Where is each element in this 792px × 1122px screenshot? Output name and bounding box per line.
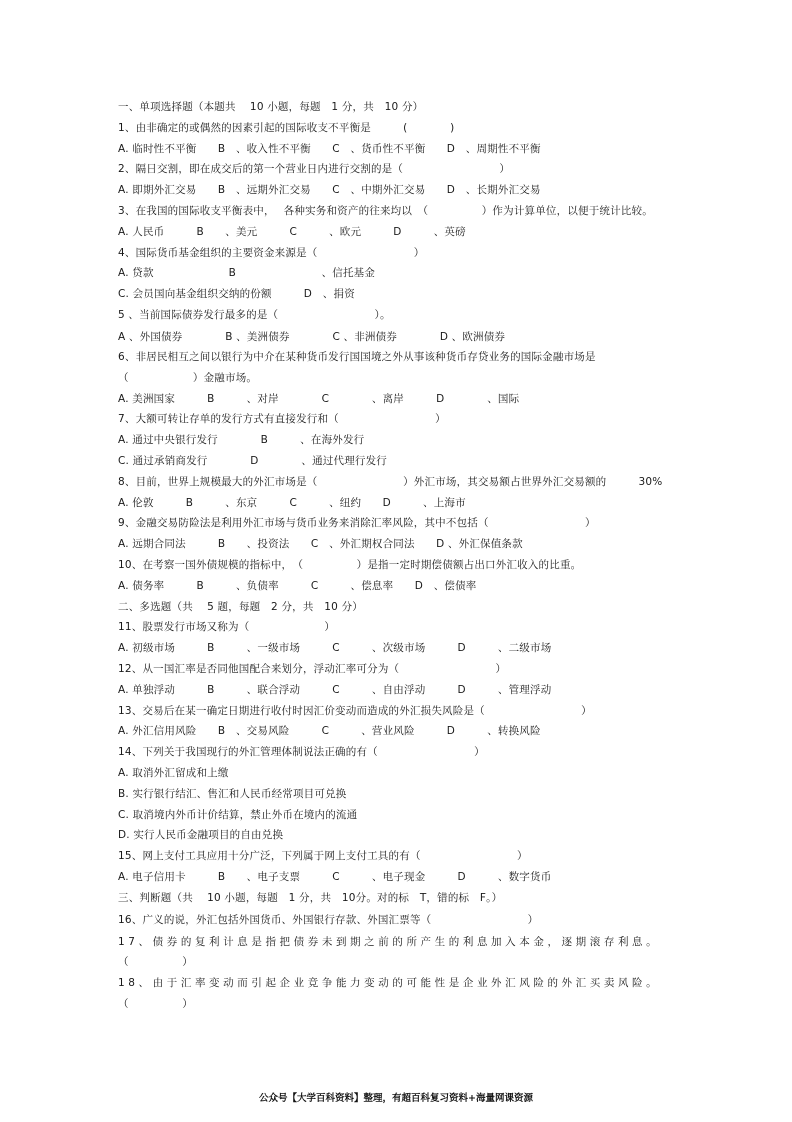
question-12-options: A. 单独浮动 B 、联合浮动 C 、自由浮动 D 、管理浮动 [118, 684, 552, 696]
question-6-stem: 6、非居民相互之间以银行为中介在某种货币发行国国境之外从事该种货币存贷业务的国际金融市场是 [118, 351, 596, 363]
question-2-stem: 2、隔日交割，即在成交后的第一个营业日内进行交割的是（ ） [118, 163, 511, 175]
question-4-options-ab: A. 贷款 B 、信托基金 [118, 267, 376, 279]
question-3-options: A. 人民币 B 、美元 C 、欧元 D 、英磅 [118, 226, 466, 238]
question-6-stem-continued: （ ）金融市场。 [118, 372, 258, 384]
question-3-stem: 3、在我国的国际收支平衡表中， 各种实务和资产的往来均以 （ ）作为计算单位，以便于统计比较。 [118, 205, 653, 217]
question-13-stem: 13、交易后在某一确定日期进行收付时因汇价变动而造成的外汇损失风险是（ ） [118, 705, 592, 717]
question-14-stem: 14、下列关于我国现行的外汇管理体制说法正确的有（ ） [118, 746, 485, 758]
question-8-options: A. 伦敦 B 、东京 C 、纽约 D 、上海市 [118, 497, 466, 509]
question-7-options-ab: A. 通过中央银行发行 B 、在海外发行 [118, 434, 365, 446]
question-12-stem: 12、从一国汇率是否同他国配合来划分，浮动汇率可分为（ ） [118, 663, 507, 675]
question-7-stem: 7、大额可转让存单的发行方式有直接发行和（ ） [118, 413, 446, 425]
question-14-option-d: D. 实行人民币金融项目的自由兑换 [118, 829, 284, 841]
question-18-answer-blank: （ ） [118, 998, 193, 1010]
question-9-options: A. 远期合同法 B 、投资法 C 、外汇期权合同法 D 、外汇保值条款 [118, 538, 523, 550]
question-10-stem: 10、在考察一国外债规模的指标中， （ ）是指一定时期偿债额占出口外汇收入的比重。 [118, 559, 582, 571]
question-17-stem: 17、债券的复利计息是指把债券未到期之前的所产生的利息加入本金，逐期滚存利息。 [118, 936, 661, 948]
question-16-stem: 16、广义的说，外汇包括外国货币、外国银行存款、外国汇票等（ ） [118, 914, 539, 926]
question-11-stem: 11、股票发行市场又称为（ ） [118, 621, 336, 633]
question-14-option-b: B. 实行银行结汇、售汇和人民币经常项目可兑换 [118, 788, 347, 800]
question-11-options: A. 初级市场 B 、一级市场 C 、次级市场 D 、二级市场 [118, 642, 552, 654]
question-14-option-c: C. 取消境内外币计价结算，禁止外币在境内的流通 [118, 809, 358, 821]
question-15-stem: 15、网上支付工具应用十分广泛，下列属于网上支付工具的有（ ） [118, 850, 528, 862]
question-1-options: A. 临时性不平衡 B 、收入性不平衡 C 、货币性不平衡 D 、周期性不平衡 [118, 143, 541, 155]
section-header-multi-choice: 二、多选题（共 5 题，每题 2 分，共 10 分） [118, 601, 363, 613]
question-6-options: A. 美洲国家 B 、对岸 C 、离岸 D 、国际 [118, 393, 520, 405]
question-9-stem: 9、金融交易防险法是利用外汇市场与货币业务来消除汇率风险，其中不包括（ ） [118, 517, 596, 529]
section-header-single-choice: 一、单项选择题（本题共 10 小题，每题 1 分，共 10 分） [118, 101, 424, 113]
question-13-options: A. 外汇信用风险 B 、交易风险 C 、营业风险 D 、转换风险 [118, 725, 541, 737]
question-4-options-cd: C. 会员国向基金组织交纳的份额 D 、捐资 [118, 288, 355, 300]
question-17-answer-blank: （ ） [118, 956, 193, 968]
question-7-options-cd: C. 通过承销商发行 D 、通过代理行发行 [118, 455, 387, 467]
question-14-option-a: A. 取消外汇留成和上缴 [118, 767, 229, 779]
question-4-stem: 4、国际货币基金组织的主要资金来源是（ ） [118, 247, 425, 259]
question-18-stem: 18、由于汇率变动而引起企业竞争能力变动的可能性是企业外汇风险的外汇买卖风险。 [118, 977, 661, 989]
page-footer: 公众号【大学百科资料】整理，有超百科复习资料+海量网课资源 [259, 1093, 533, 1104]
question-10-options: A. 债务率 B 、负债率 C 、偿息率 D 、偿债率 [118, 580, 477, 592]
question-1-stem: 1、由非确定的或偶然的因素引起的国际收支不平衡是 ( ) [118, 122, 455, 134]
question-2-options: A. 即期外汇交易 B 、远期外汇交易 C 、中期外汇交易 D 、长期外汇交易 [118, 184, 541, 196]
question-5-stem: 5 、当前国际债券发行最多的是（ ）。 [118, 309, 391, 321]
question-15-options: A. 电子信用卡 B 、电子支票 C 、电子现金 D 、数字货币 [118, 871, 552, 883]
question-8-stem: 8、目前，世界上规模最大的外汇市场是（ ）外汇市场，其交易额占世界外汇交易额的 30% [118, 476, 663, 488]
question-5-options: A 、外国债券 B 、美洲债券 C 、非洲债券 D 、欧洲债券 [118, 331, 506, 343]
section-header-true-false: 三、判断题（共 10 小题，每题 1 分，共 10分。对的标 T，错的标 F。） [118, 892, 503, 904]
